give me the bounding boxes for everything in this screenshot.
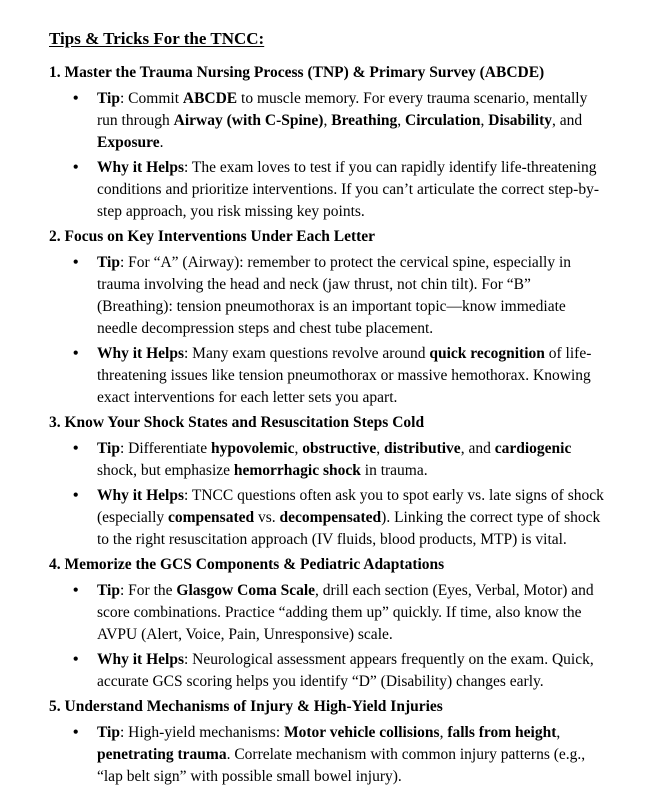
section-heading: 3. Know Your Shock States and Resuscitation Steps Cold <box>49 414 425 431</box>
body-text: , <box>397 112 406 129</box>
bullet-item <box>49 252 608 340</box>
bold-text: Exposure <box>97 134 160 151</box>
body-text: , <box>480 112 489 129</box>
page-title: Tips & Tricks For the TNCC: <box>49 29 265 48</box>
bold-text: Circulation <box>405 112 481 129</box>
body-text: ). Linking the correct type of shock to the right resuscitation approach (IV fluids, blood products, MTP) is vital. <box>97 509 601 548</box>
bold-text: Why it Helps <box>97 487 184 504</box>
body-text: , <box>439 724 448 741</box>
bold-text: Motor vehicle collisions <box>284 724 440 741</box>
bold-text: Airway (with C-Spine) <box>173 112 324 129</box>
bold-text: cardiogenic <box>494 440 572 457</box>
document-section <box>49 412 608 551</box>
body-text: : TNCC questions often ask you to spot early vs. late signs of shock (especially <box>97 487 604 526</box>
bold-text: compensated <box>168 509 255 526</box>
document-section <box>49 62 608 223</box>
bullet-item <box>49 88 608 154</box>
bullet-item <box>49 485 608 551</box>
bold-text: decompensated <box>279 509 382 526</box>
bullet-list <box>49 722 608 788</box>
bullet-item <box>49 343 608 409</box>
body-text: , <box>294 440 303 457</box>
bold-text: hypovolemic <box>210 440 295 457</box>
bold-text: quick recognition <box>429 345 545 362</box>
body-text: : High-yield mechanisms: <box>120 724 285 741</box>
bold-text: Tip <box>97 440 120 457</box>
bold-text: falls from height <box>447 724 557 741</box>
body-text: to muscle memory. For every trauma scenario, mentally run through <box>97 90 588 129</box>
bullet-list <box>49 580 608 693</box>
body-text: : Neurological assessment appears frequently on the exam. Quick, accurate GCS scoring helps you identify “D” (Disability) changes early. <box>97 651 594 690</box>
body-text: , <box>556 724 561 741</box>
body-text: , drill each section (Eyes, Verbal, Motor) and score combinations. Practice “adding them up” quickly. If time, also know the AVPU (Alert, Voice, Pain, Unresponsive) scale. <box>97 582 594 643</box>
bold-text: Why it Helps <box>97 159 184 176</box>
bold-text: Breathing <box>331 112 398 129</box>
bold-text: Disability <box>488 112 552 129</box>
body-text: , <box>376 440 385 457</box>
section-heading: 5. Understand Mechanisms of Injury & High-Yield Injuries <box>49 698 443 715</box>
bullet-item <box>49 438 608 482</box>
section-heading: 1. Master the Trauma Nursing Process (TNP) & Primary Survey (ABCDE) <box>49 64 545 81</box>
body-text: , and <box>552 112 583 129</box>
bold-text: Why it Helps <box>97 651 184 668</box>
bold-text: Glasgow Coma Scale <box>176 582 316 599</box>
body-text: . Correlate mechanism with common injury patterns (e.g., “lap belt sign” with possible small bowel injury). <box>97 746 586 785</box>
body-text: , <box>323 112 332 129</box>
bold-text: ABCDE <box>182 90 238 107</box>
section-heading: 2. Focus on Key Interventions Under Each Letter <box>49 228 376 245</box>
bold-text: Tip <box>97 724 120 741</box>
body-text: shock, but emphasize <box>97 462 234 479</box>
bold-text: obstructive <box>302 440 377 457</box>
bold-text: Tip <box>97 582 120 599</box>
bullet-item <box>49 157 608 223</box>
body-text: : For “A” (Airway): remember to protect the cervical spine, especially in trauma involving the head and neck (jaw thrust, not chin tilt). For “B” (Breathing): tension pneumothorax is an important topic—know immediate needle decompression steps and chest tube placement. <box>97 254 572 337</box>
document-section <box>49 554 608 693</box>
bold-text: Tip <box>97 90 120 107</box>
bold-text: distributive <box>384 440 461 457</box>
bullet-item <box>49 580 608 646</box>
body-text: : For the <box>120 582 177 599</box>
bullet-list <box>49 88 608 223</box>
body-text: : Commit <box>120 90 183 107</box>
section-heading: 4. Memorize the GCS Components & Pediatric Adaptations <box>49 556 445 573</box>
body-text: : The exam loves to test if you can rapidly identify life-threatening conditions and prioritize interventions. If you can’t articulate the correct step-by-step approach, you risk missing key points. <box>97 159 599 220</box>
bold-text: hemorrhagic shock <box>233 462 361 479</box>
body-text: : Differentiate <box>120 440 211 457</box>
bullet-list <box>49 252 608 409</box>
sections-container <box>49 62 608 788</box>
body-text: of life-threatening issues like tension pneumothorax or massive hemothorax. Knowing exact interventions for each letter sets you apart. <box>97 345 592 406</box>
bold-text: Why it Helps <box>97 345 184 362</box>
body-text: , and <box>460 440 495 457</box>
document-section <box>49 696 608 788</box>
body-text: in trauma. <box>360 462 428 479</box>
bold-text: Tip <box>97 254 120 271</box>
document-section <box>49 226 608 409</box>
bullet-list <box>49 438 608 551</box>
bold-text: penetrating trauma <box>97 746 227 763</box>
bullet-item <box>49 649 608 693</box>
body-text: . <box>159 134 164 151</box>
body-text: : Many exam questions revolve around <box>183 345 430 362</box>
bullet-item <box>49 722 608 788</box>
body-text: vs. <box>254 509 280 526</box>
